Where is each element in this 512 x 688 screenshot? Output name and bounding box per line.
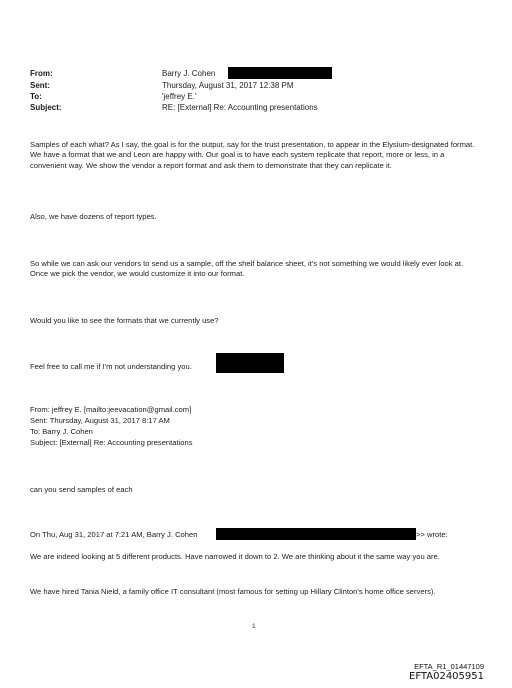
- quoted-message: We are indeed looking at 5 different products. Have narrowed it down to 2. We are thinking about it the same way you are.: [30, 552, 440, 561]
- body-paragraph: Would you like to see the formats that we currently use?: [30, 316, 219, 325]
- sent-label: Sent:: [30, 81, 50, 90]
- redaction-block: [228, 67, 332, 79]
- body-paragraph: Samples of each what? As I say, the goal is for the output, say for the trust presentation, to appear in the Elysium-designated format. We have a format that we and Leon are happy with. Our goal is to have each system replicate that report, more or less, in a convenient way. We show the vendor a report format and ask them to demonstrate that they can replicate it.: [30, 140, 475, 170]
- quoted-message: We have hired Tania Nield, a family office IT consultant (most famous for setting up Hillary Clinton's home office servers).: [30, 587, 436, 596]
- quoted-attribution-prefix: On Thu, Aug 31, 2017 at 7:21 AM, Barry J. Cohen: [30, 530, 198, 539]
- quoted-message: can you send samples of each: [30, 485, 133, 494]
- body-paragraph: Also, we have dozens of report types.: [30, 212, 157, 221]
- subject-label: Subject:: [30, 103, 62, 112]
- bates-number-small: EFTA_R1_01447109: [414, 662, 484, 671]
- quoted-subject: Subject: [External] Re: Accounting presentations: [30, 438, 193, 447]
- from-value: Barry J. Cohen: [162, 69, 216, 78]
- to-label: To:: [30, 92, 42, 101]
- quoted-attribution-suffix: >> wrote:: [416, 530, 448, 539]
- subject-value: RE: [External] Re: Accounting presentations: [162, 103, 318, 112]
- quoted-to: To: Barry J. Cohen: [30, 427, 93, 436]
- quoted-sent: Sent: Thursday, August 31, 2017 8:17 AM: [30, 416, 170, 425]
- body-paragraph: So while we can ask our vendors to send us a sample, off the shelf balance sheet, it's not something we would likely ever look at. Once we pick the vendor, we would customize it into our format.: [30, 259, 464, 279]
- body-paragraph: Feel free to call me if I'm not understanding you.: [30, 362, 192, 371]
- quoted-from: From: jeffrey E. [mailto:jeevacation@gmail.com]: [30, 405, 192, 414]
- page-number: 1: [252, 623, 256, 630]
- bates-number-large: EFTA02405951: [409, 671, 484, 682]
- redaction-block: [216, 528, 416, 540]
- from-label: From:: [30, 69, 53, 78]
- redaction-block: [216, 353, 284, 373]
- sent-value: Thursday, August 31, 2017 12:38 PM: [162, 81, 294, 90]
- to-value: 'jeffrey E.': [162, 92, 197, 101]
